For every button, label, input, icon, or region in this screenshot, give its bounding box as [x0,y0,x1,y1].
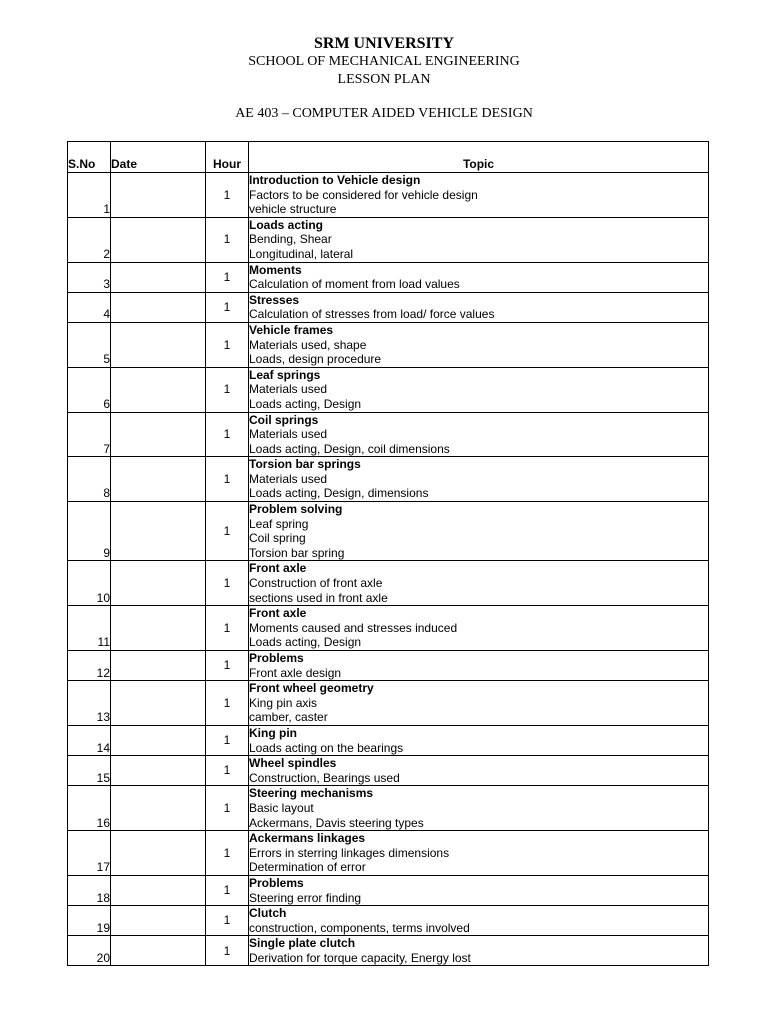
table-header-row [68,142,709,173]
date-cell [111,725,206,755]
topic-subtopic: Steering error finding [249,890,362,905]
table-row [68,936,709,966]
topic-cell [249,831,709,876]
topic-title: Introduction to Vehicle design [249,173,421,187]
topic-subtopic: Loads acting, Design [249,635,362,650]
table-row [68,262,709,292]
hour-cell: 1 [206,322,249,367]
date-cell [111,322,206,367]
sno-cell: 7 [68,412,111,457]
topic-subtopic: King pin axis [249,695,318,710]
topic-subtopic: Loads acting, Design, dimensions [249,486,429,501]
table-row [68,173,709,218]
topic-title: Moments [249,262,302,277]
date-cell [111,786,206,831]
date-cell [111,906,206,936]
topic-title: Leaf springs [249,367,321,382]
column-header-sno: S.No [68,142,111,173]
topic-cell [249,457,709,502]
topic-cell [249,412,709,457]
school-title: SCHOOL OF MECHANICAL ENGINEERING [248,54,520,69]
topic-cell [249,173,709,218]
topic-cell [249,681,709,726]
table-row [68,412,709,457]
date-cell [111,412,206,457]
topic-title: Front axle [249,606,307,621]
topic-subtopic: Longitudinal, lateral [249,246,354,261]
date-cell [111,457,206,502]
topic-subtopic: Construction of front axle [249,576,383,591]
topic-title: Front wheel geometry [249,681,374,696]
sno-cell: 14 [68,725,111,755]
date-cell [111,681,206,726]
table-row [68,756,709,786]
topic-subtopic: Coil spring [249,531,306,546]
table-row [68,681,709,726]
column-header-hour: Hour [206,142,249,173]
topic-subtopic: Determination of error [249,860,366,875]
topic-cell [249,606,709,651]
topic-subtopic: Materials used, shape [249,337,367,352]
topic-title: King pin [249,725,297,740]
table-row [68,367,709,412]
date-cell [111,367,206,412]
hour-cell: 1 [206,457,249,502]
column-header-date: Date [111,142,206,173]
sno-cell: 18 [68,875,111,905]
date-cell [111,292,206,322]
date-cell [111,217,206,262]
hour-cell: 1 [206,651,249,681]
topic-cell [249,756,709,786]
sno-cell: 15 [68,756,111,786]
sno-cell: 6 [68,367,111,412]
topic-title: Front axle [249,561,307,576]
topic-title: Torsion bar springs [249,457,361,472]
sno-cell: 5 [68,322,111,367]
date-cell [111,651,206,681]
table-row [68,292,709,322]
topic-cell [249,786,709,831]
topic-cell [249,367,709,412]
topic-title: Loads acting [249,217,324,232]
topic-subtopic: Basic layout [249,800,314,815]
sno-cell: 3 [68,262,111,292]
topic-subtopic: Loads acting, Design, coil dimensions [249,441,450,456]
hour-cell: 1 [206,756,249,786]
topic-cell [249,217,709,262]
date-cell [111,173,206,218]
topic-subtopic: Errors in sterring linkages dimensions [249,845,450,860]
topic-title: Stresses [249,292,300,307]
topic-cell [249,936,709,966]
date-cell [111,936,206,966]
topic-subtopic: Loads, design procedure [249,352,382,367]
column-header-topic: Topic [249,142,709,173]
topic-title: Problems [249,875,304,890]
sno-cell: 19 [68,906,111,936]
topic-subtopic: camber, caster [249,710,328,725]
table-row [68,651,709,681]
hour-cell: 1 [206,262,249,292]
topic-subtopic: Loads acting, Design [249,396,362,411]
sno-cell: 2 [68,217,111,262]
sno-cell: 10 [68,561,111,606]
table-row [68,906,709,936]
date-cell [111,262,206,292]
topic-subtopic: Construction, Bearings used [249,770,400,785]
topic-subtopic: Loads acting on the bearings [249,740,404,755]
table-row [68,217,709,262]
topic-cell [249,561,709,606]
topic-subtopic: vehicle structure [249,202,337,217]
date-cell [111,756,206,786]
hour-cell: 1 [206,681,249,726]
hour-cell: 1 [206,367,249,412]
topic-title: Single plate clutch [249,936,356,951]
topic-title: Vehicle frames [249,322,334,337]
topic-cell [249,262,709,292]
topic-subtopic: Materials used [249,382,328,397]
topic-subtopic: Factors to be considered for vehicle design [249,187,478,202]
topic-subtopic: Moments caused and stresses induced [249,620,458,635]
table-row [68,322,709,367]
hour-cell: 1 [206,725,249,755]
topic-subtopic: Materials used [249,471,328,486]
hour-cell: 1 [206,606,249,651]
topic-title: Coil springs [249,412,319,427]
topic-title: Ackermans linkages [249,831,366,846]
sno-cell: 20 [68,936,111,966]
sno-cell: 1 [68,173,111,218]
date-cell [111,831,206,876]
table-row [68,875,709,905]
table-row [68,831,709,876]
date-cell [111,875,206,905]
hour-cell: 1 [206,906,249,936]
document-type: LESSON PLAN [337,72,431,87]
topic-title: Wheel spindles [249,756,337,771]
date-cell [111,606,206,651]
topic-subtopic: Derivation for torque capacity, Energy lost [249,950,471,965]
sno-cell: 4 [68,292,111,322]
sno-cell: 11 [68,606,111,651]
table-row [68,561,709,606]
topic-subtopic: Torsion bar spring [249,545,345,560]
sno-cell: 8 [68,457,111,502]
topic-subtopic: Calculation of moment from load values [249,277,460,292]
topic-subtopic: Front axle design [249,665,342,680]
hour-cell: 1 [206,831,249,876]
topic-title: Problems [249,651,304,665]
topic-subtopic: Materials used [249,427,328,442]
topic-cell [249,906,709,936]
table-row [68,457,709,502]
topic-title: Steering mechanisms [249,786,374,801]
table-row [68,606,709,651]
sno-cell: 13 [68,681,111,726]
table-body [68,173,709,966]
topic-cell [249,875,709,905]
sno-cell: 17 [68,831,111,876]
topic-title: Problem solving [249,502,343,517]
topic-cell [249,502,709,561]
table-row [68,786,709,831]
topic-cell [249,322,709,367]
hour-cell: 1 [206,292,249,322]
sno-cell: 16 [68,786,111,831]
lesson-plan-table [67,141,709,966]
topic-subtopic: construction, components, terms involved [249,920,470,935]
table-row [68,502,709,561]
topic-cell [249,725,709,755]
hour-cell: 1 [206,173,249,218]
topic-subtopic: Bending, Shear [249,232,332,247]
hour-cell: 1 [206,412,249,457]
sno-cell: 9 [68,502,111,561]
table-row [68,725,709,755]
sno-cell: 12 [68,651,111,681]
hour-cell: 1 [206,217,249,262]
topic-title: Clutch [249,906,287,921]
hour-cell: 1 [206,875,249,905]
hour-cell: 1 [206,936,249,966]
topic-subtopic: sections used in front axle [249,590,388,605]
topic-cell [249,292,709,322]
course-title: AE 403 – COMPUTER AIDED VEHICLE DESIGN [235,106,533,121]
topic-subtopic: Ackermans, Davis steering types [249,815,424,830]
topic-cell [249,651,709,681]
hour-cell: 1 [206,502,249,561]
university-title: SRM UNIVERSITY [313,35,455,52]
topic-subtopic: Calculation of stresses from load/ force values [249,307,495,322]
hour-cell: 1 [206,786,249,831]
hour-cell: 1 [206,561,249,606]
topic-subtopic: Leaf spring [249,516,309,531]
date-cell [111,502,206,561]
date-cell [111,561,206,606]
